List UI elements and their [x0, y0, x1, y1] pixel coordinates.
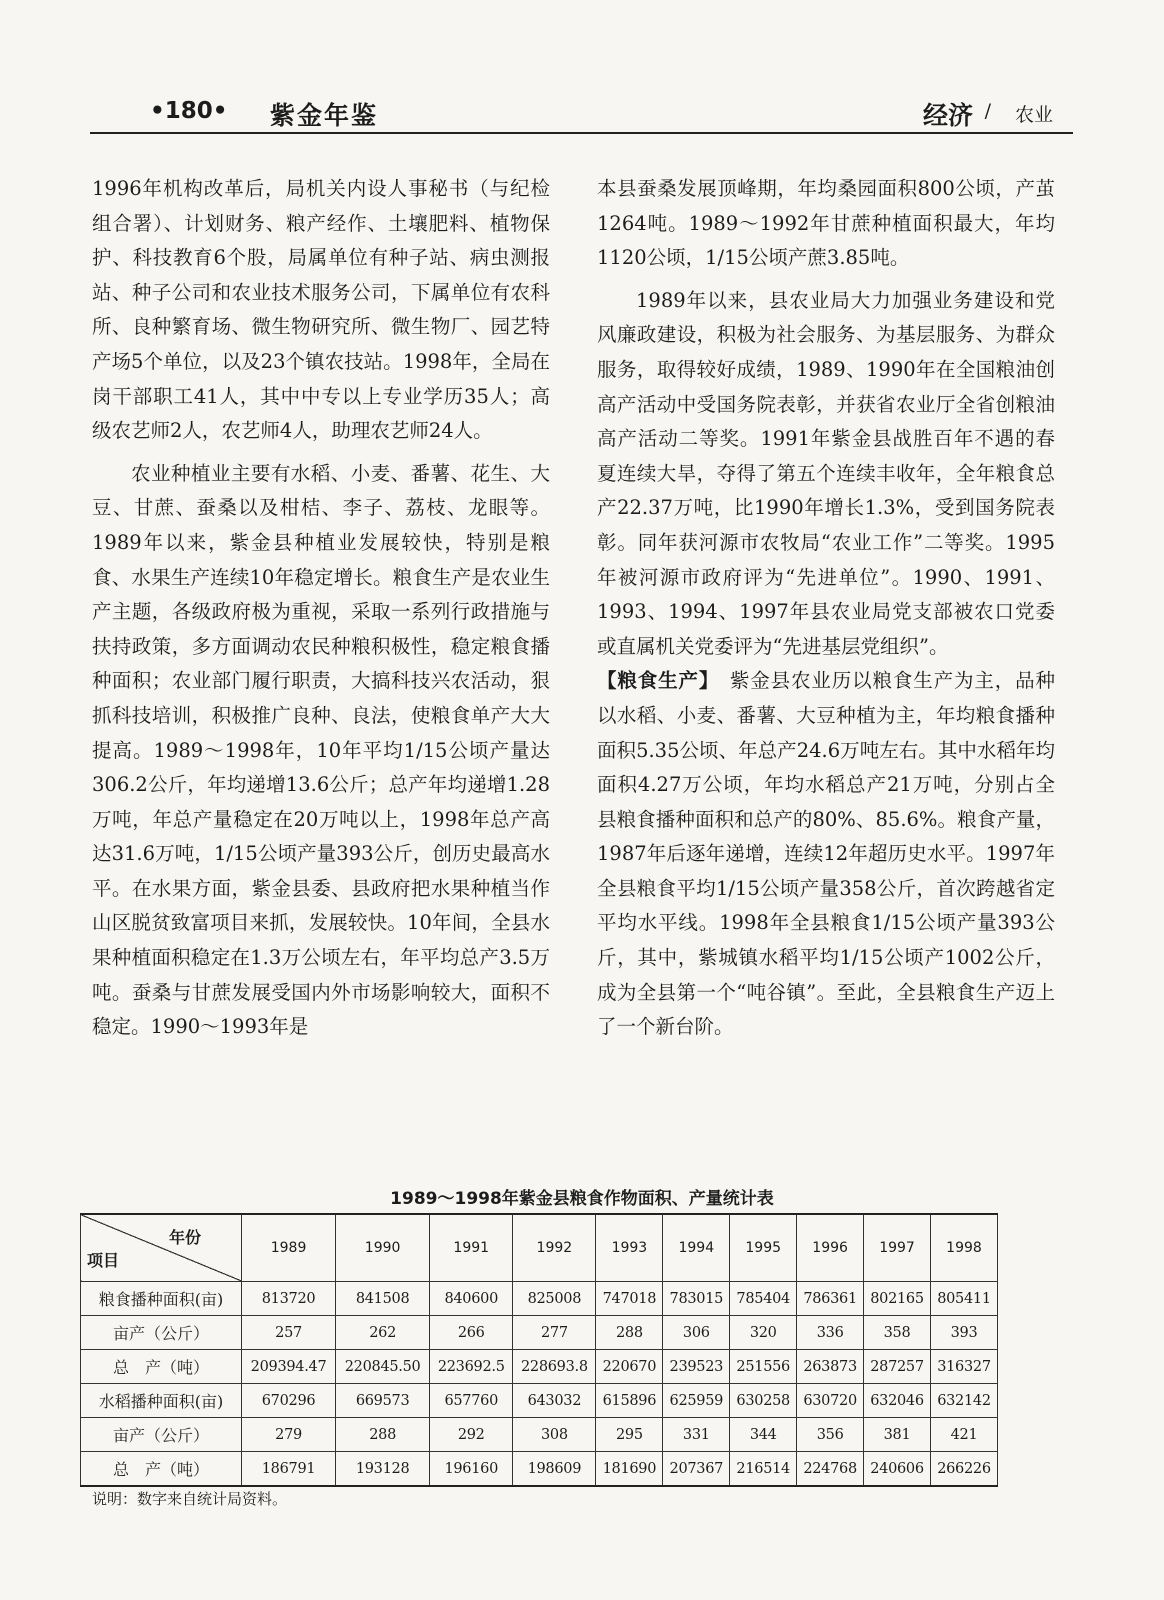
table-cell: 224768: [797, 1452, 864, 1487]
table-row: [81, 1384, 998, 1418]
table-cell: 257: [242, 1316, 336, 1350]
statistics-table: [80, 1213, 998, 1487]
table-cell: 356: [797, 1418, 864, 1452]
grain-production-text: 紫金县农业历以粮食生产为主，品种以水稻、小麦、番薯、大豆种植为主，年均粮食播种面积5.35公顷、年总产24.6万吨左右。其中水稻年均面积4.27万公顷，年均水稻总产21万吨，分别占全县粮食播种面积和总产的80%、85.6%。粮食产量，1987年后逐年递增，连续12年超历史水平。1997年全县粮食平均1/15公顷产量358公斤，首次跨越省定平均水平线。1998年全县粮食1/15公顷产量393公斤，其中，紫城镇水稻平均1/15公顷产1002公斤，成为全县第一个“吨谷镇”。至此，全县粮食生产迈上了一个新台阶。: [597, 669, 1055, 1039]
table-cell: 802165: [864, 1282, 931, 1316]
table-cell: 316327: [930, 1350, 997, 1384]
subsection-title: 农业: [1014, 104, 1053, 126]
table-row: [81, 1418, 998, 1452]
table-cell: 336: [797, 1316, 864, 1350]
table-cell: 813720: [242, 1282, 336, 1316]
table-cell: 198609: [513, 1452, 596, 1487]
table-cell: 615896: [596, 1384, 663, 1418]
table-cell: 381: [864, 1418, 931, 1452]
book-title: 紫金年鉴: [270, 101, 379, 130]
table-cell: 288: [336, 1418, 430, 1452]
row-label: 总 产（吨）: [81, 1350, 242, 1384]
table-cell: 783015: [663, 1282, 730, 1316]
paragraph-institution: 1996年机构改革后，局机关内设人事秘书（与纪检组合署）、计划财务、粮产经作、土壤肥料、植物保护、科技教育6个股，局属单位有种子站、病虫测报站、种子公司和农业技术服务公司，下属单位有农科所、良种繁育场、微生物研究所、微生物厂、园艺特产场5个单位，以及23个镇农技站。1998年，全局在岗干部职工41人，其中中专以上专业学历35人；高级农艺师2人，农艺师4人，助理农艺师24人。: [92, 177, 550, 443]
table-cell: 216514: [730, 1452, 797, 1487]
year-header: 1998: [930, 1214, 997, 1282]
paragraph-planting: 农业种植业主要有水稻、小麦、番薯、花生、大豆、甘蔗、蚕桑以及柑桔、李子、荔枝、龙眼等。1989年以来，紫金县种植业发展较快，特别是粮食、水果生产连续10年稳定增长。粮食生产是农业生产主题，各级政府极为重视，采取一系列行政措施与扶持政策，多方面调动农民种粮积极性，稳定粮食播种面积；农业部门履行职责，大搞科技兴农活动，狠抓科技培训，积极推广良种、良法，使粮食单产大大提高。1989～1998年，10年平均1/15公顷产量达306.2公斤，年均递增13.6公斤；总产年均递增1.28万吨，年总产量稳定在20万吨以上，1998年总产高达31.6万吨，1/15公顷产量393公斤，创历史最高水平。在水果方面，紫金县委、县政府把水果种植当作山区脱贫致富项目来抓，发展较快。10年间，全县水果种植面积稳定在1.3万公顷左右，年平均总产3.5万吨。蚕桑与甘蔗发展受国内外市场影响较大，面积不稳定。1990～1993年是: [92, 461, 550, 1039]
paragraph-grain-production: [597, 664, 1055, 1045]
table-cell: 630258: [730, 1384, 797, 1418]
year-header: 1994: [663, 1214, 730, 1282]
table-title: 1989～1998年紫金县粮食作物面积、产量统计表: [390, 1189, 774, 1209]
table-cell: 632142: [930, 1384, 997, 1418]
table-cell: 196160: [430, 1452, 513, 1487]
table-cell: 657760: [430, 1384, 513, 1418]
table-cell: 632046: [864, 1384, 931, 1418]
row-label: 水稻播种面积(亩): [81, 1384, 242, 1418]
table-cell: 308: [513, 1418, 596, 1452]
table-cell: 747018: [596, 1282, 663, 1316]
table-cell: 805411: [930, 1282, 997, 1316]
grain-production-heading: 【粮食生产】: [597, 669, 710, 693]
right-column: [597, 172, 1055, 1045]
row-label: 亩产（公斤）: [81, 1316, 242, 1350]
table-cell: 786361: [797, 1282, 864, 1316]
table-cell: 421: [930, 1418, 997, 1452]
table-cell: 292: [430, 1418, 513, 1452]
table-row: [81, 1452, 998, 1487]
paragraph-achievements: 1989年以来，县农业局大力加强业务建设和党风廉政建设，积极为社会服务、为基层服务、为群众服务，取得较好成绩，1989、1990年在全国粮油创高产活动中受国务院表彰，并获省农业厅全省创粮油高产活动二等奖。1991年紫金县战胜百年不遇的春夏连续大旱，夺得了第五个连续丰收年，全年粮食总产22.37万吨，比1990年增长1.3%，受到国务院表彰。同年获河源市农牧局“农业工作”二等奖。1995年被河源市政府评为“先进单位”。1990、1991、1993、1994、1997年县农业局党支部被农口党委或直属机关党委评为“先进基层党组织”。: [597, 288, 1055, 658]
table-cell: 263873: [797, 1350, 864, 1384]
table-row: [81, 1316, 998, 1350]
year-header: 1991: [430, 1214, 513, 1282]
year-header: 1993: [596, 1214, 663, 1282]
table-cell: 295: [596, 1418, 663, 1452]
table-cell: 625959: [663, 1384, 730, 1418]
table-cell: 266: [430, 1316, 513, 1350]
table-cell: 840600: [430, 1282, 513, 1316]
table-cell: 251556: [730, 1350, 797, 1384]
table-cell: 186791: [242, 1452, 336, 1487]
table-cell: 240606: [864, 1452, 931, 1487]
table-cell: 630720: [797, 1384, 864, 1418]
year-header: 1992: [513, 1214, 596, 1282]
paragraph-sericulture: 本县蚕桑发展顶峰期，年均桑园面积800公顷，产茧1264吨。1989～1992年甘蔗种植面积最大，年均1120公顷，1/15公顷产蔗3.85吨。: [597, 177, 1055, 270]
table-cell: 266226: [930, 1452, 997, 1487]
table-cell: 262: [336, 1316, 430, 1350]
corner-year-label: 年份: [168, 1228, 201, 1247]
section-title: 经济: [922, 101, 973, 130]
page-header: [90, 92, 1073, 134]
table-cell: 670296: [242, 1384, 336, 1418]
row-label: 总 产（吨）: [81, 1452, 242, 1487]
section-separator: /: [984, 100, 991, 122]
table-cell: 393: [930, 1316, 997, 1350]
left-column: [92, 172, 550, 1045]
table-cell: 825008: [513, 1282, 596, 1316]
table-cell: 209394.47: [242, 1350, 336, 1384]
table-cell: 669573: [336, 1384, 430, 1418]
table-cell: 288: [596, 1316, 663, 1350]
table-header-row: [81, 1214, 998, 1282]
year-header: 1989: [242, 1214, 336, 1282]
table-cell: 841508: [336, 1282, 430, 1316]
table-cell: 358: [864, 1316, 931, 1350]
table-cell: 239523: [663, 1350, 730, 1384]
page-number: •180•: [150, 98, 228, 124]
table-cell: 207367: [663, 1452, 730, 1487]
year-header: 1996: [797, 1214, 864, 1282]
table-cell: 220670: [596, 1350, 663, 1384]
table-cell: 181690: [596, 1452, 663, 1487]
row-label: 粮食播种面积(亩): [81, 1282, 242, 1316]
table-cell: 223692.5: [430, 1350, 513, 1384]
table-cell: 228693.8: [513, 1350, 596, 1384]
table-cell: 320: [730, 1316, 797, 1350]
table-note: 说明：数字来自统计局资料。: [92, 1490, 288, 1508]
table-cell: 344: [730, 1418, 797, 1452]
table-row: [81, 1350, 998, 1384]
table-cell: 643032: [513, 1384, 596, 1418]
table-cell: 220845.50: [336, 1350, 430, 1384]
year-header: 1997: [864, 1214, 931, 1282]
table-row: [81, 1282, 998, 1316]
year-header: 1990: [336, 1214, 430, 1282]
table-corner-cell: [81, 1214, 242, 1282]
table-cell: 277: [513, 1316, 596, 1350]
corner-item-label: 项目: [87, 1251, 120, 1270]
table-cell: 287257: [864, 1350, 931, 1384]
year-header: 1995: [730, 1214, 797, 1282]
table-cell: 306: [663, 1316, 730, 1350]
table-cell: 193128: [336, 1452, 430, 1487]
row-label: 亩产（公斤）: [81, 1418, 242, 1452]
table-cell: 331: [663, 1418, 730, 1452]
table-cell: 279: [242, 1418, 336, 1452]
table-cell: 785404: [730, 1282, 797, 1316]
